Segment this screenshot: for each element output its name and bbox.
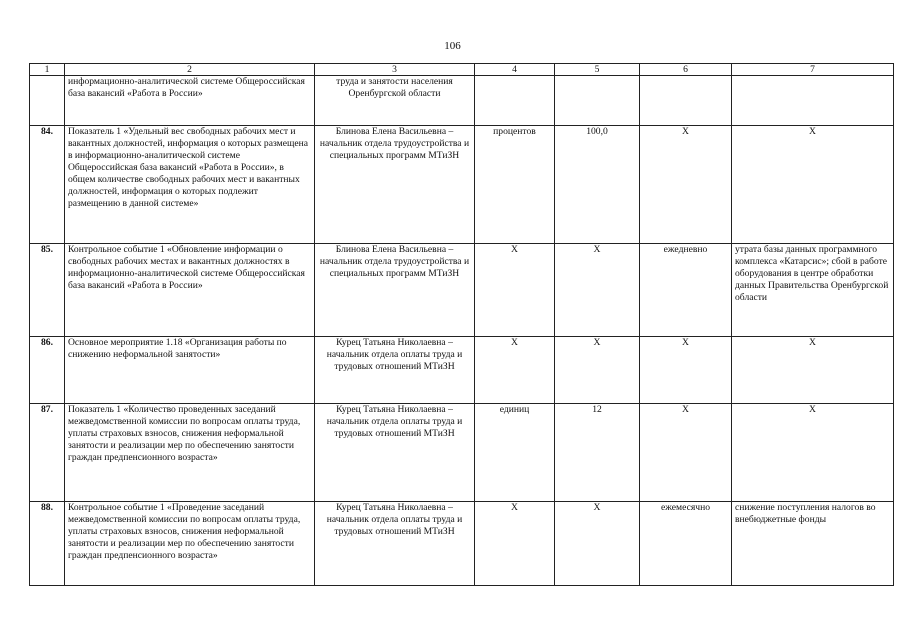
row-responsible: Курец Татьяна Николаевна – начальник отдела оплаты труда и трудовых отношений МТиЗН <box>315 404 475 502</box>
column-header: 6 <box>640 64 732 76</box>
table-row <box>30 126 894 244</box>
column-header: 1 <box>30 64 65 76</box>
row-responsible: Курец Татьяна Николаевна – начальник отдела оплаты труда и трудовых отношений МТиЗН <box>315 337 475 404</box>
row-risks: снижение поступления налогов во внебюджетные фонды <box>732 502 894 586</box>
row-period: ежемесячно <box>640 502 732 586</box>
row-description: Контрольное событие 1 «Проведение заседаний межведомственной комиссии по вопросам оплаты труда, уплаты страховых взносов, снижения неформальной занятости и реализации мер по обеспечению занятости граждан предпенсионного возраста» <box>65 502 315 586</box>
page-number: 106 <box>444 40 461 52</box>
table-row <box>30 502 894 586</box>
row-responsible: труда и занятости населения Оренбургской области <box>315 76 475 126</box>
row-period: Х <box>640 337 732 404</box>
row-unit: Х <box>475 337 555 404</box>
row-value: Х <box>555 502 640 586</box>
row-number: 86. <box>30 337 65 404</box>
row-risks: Х <box>732 404 894 502</box>
row-period: ежедневно <box>640 244 732 337</box>
row-number <box>30 76 65 126</box>
row-description: Показатель 1 «Удельный вес свободных рабочих мест и вакантных должностей, информация о которых размещена в информационно-аналитической системе Общероссийская база вакансий «Работа в России», в общем количестве свободных рабочих мест и вакантных должностей, информация о которых подлежит размещению в данной системе» <box>65 126 315 244</box>
row-period: Х <box>640 404 732 502</box>
row-description: Основное мероприятие 1.18 «Организация работы по снижению неформальной занятости» <box>65 337 315 404</box>
table-row <box>30 244 894 337</box>
table-row <box>30 337 894 404</box>
row-description: Контрольное событие 1 «Обновление информации о свободных рабочих местах и вакантных должностях в информационно-аналитической системе Общероссийская база вакансий «Работа в России» <box>65 244 315 337</box>
row-risks <box>732 76 894 126</box>
header-row <box>30 64 894 76</box>
row-unit: единиц <box>475 404 555 502</box>
column-header: 5 <box>555 64 640 76</box>
row-risks: Х <box>732 337 894 404</box>
column-header: 4 <box>475 64 555 76</box>
row-value: Х <box>555 337 640 404</box>
row-number: 87. <box>30 404 65 502</box>
table-row <box>30 76 894 126</box>
row-value: Х <box>555 244 640 337</box>
row-number: 88. <box>30 502 65 586</box>
row-period <box>640 76 732 126</box>
row-unit: процентов <box>475 126 555 244</box>
program-table <box>29 63 894 586</box>
row-risks: Х <box>732 126 894 244</box>
row-number: 84. <box>30 126 65 244</box>
row-unit: Х <box>475 502 555 586</box>
row-risks: утрата базы данных программного комплекса «Катарсис»; сбой в работе оборудования в центре обработки данных Правительства Оренбургской области <box>732 244 894 337</box>
row-responsible: Курец Татьяна Николаевна – начальник отдела оплаты труда и трудовых отношений МТиЗН <box>315 502 475 586</box>
table-row <box>30 404 894 502</box>
row-period: Х <box>640 126 732 244</box>
row-responsible: Блинова Елена Васильевна – начальник отдела трудоустройства и специальных программ МТиЗН <box>315 244 475 337</box>
row-value: 12 <box>555 404 640 502</box>
row-description: Показатель 1 «Количество проведенных заседаний межведомственной комиссии по вопросам оплаты труда, уплаты страховых взносов, снижения неформальной занятости и реализации мер по обеспечению занятости граждан предпенсионного возраста» <box>65 404 315 502</box>
column-header: 2 <box>65 64 315 76</box>
row-description: информационно-аналитической системе Общероссийская база вакансий «Работа в России» <box>65 76 315 126</box>
row-responsible: Блинова Елена Васильевна – начальник отдела трудоустройства и специальных программ МТиЗН <box>315 126 475 244</box>
row-unit: Х <box>475 244 555 337</box>
row-value: 100,0 <box>555 126 640 244</box>
row-unit <box>475 76 555 126</box>
row-number: 85. <box>30 244 65 337</box>
column-header: 3 <box>315 64 475 76</box>
column-header: 7 <box>732 64 894 76</box>
row-value <box>555 76 640 126</box>
